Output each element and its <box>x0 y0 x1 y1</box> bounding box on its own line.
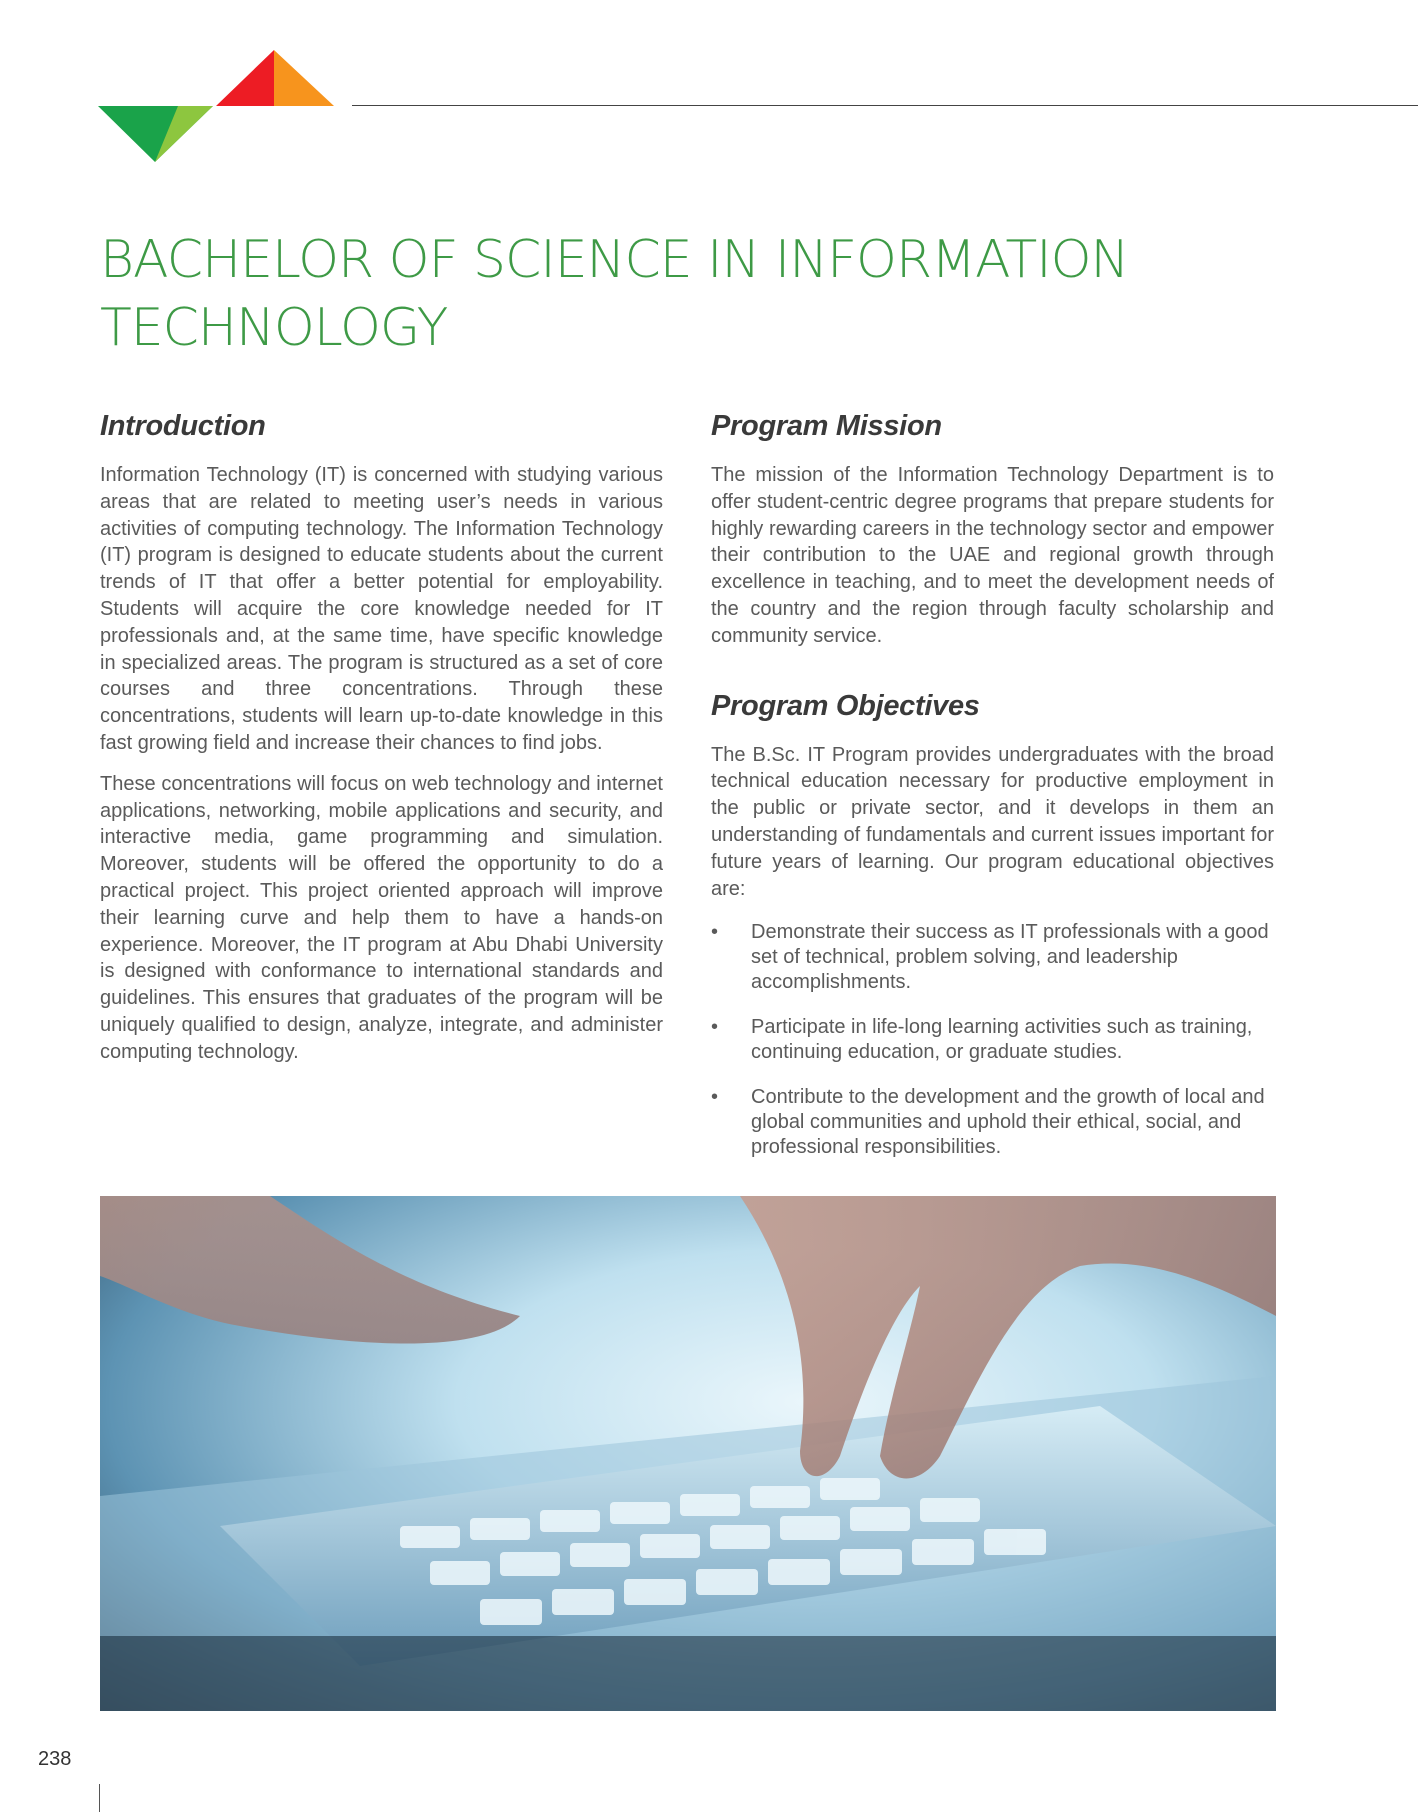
mission-text: The mission of the Information Technology Department is to offer student-centric degree programs that prepare students for highly rewarding careers in the technology sector and empower their contribution to the UAE and regional growth through excellence in teaching, and to meet the development needs of the country and the region through faculty scholarship and community service. <box>711 464 1274 647</box>
university-logo <box>98 50 334 162</box>
introduction-paragraph: These concentrations will focus on web technology and internet applications, networking, mobile applications and security, and interactive media, game programming and simulation. Moreover, students will be offered the opportunity to do a practical project. This project oriented approach will improve their learning curve and help them to have a hands-on experience. Moreover, the IT program at Abu Dhabi University is designed with conformance to international standards and guidelines. This ensures that graduates of the program will be uniquely qualified to design, analyze, integrate, and administer computing technology. <box>100 772 663 1063</box>
objectives-intro: The B.Sc. IT Program provides undergraduates with the broad technical education necessary for productive employment in the public or private sector, and it develops in them an understanding of fundamentals and current issues important for future years of learning. Our program educational objectives are: <box>711 743 1274 900</box>
header-rule <box>352 105 1418 106</box>
bullet-icon: • <box>711 1086 719 1109</box>
introduction-heading: Introduction <box>100 410 266 442</box>
left-column <box>100 404 663 1080</box>
list-item <box>711 920 1274 995</box>
objectives-heading: Program Objectives <box>711 689 980 722</box>
logo-red-triangle <box>216 50 274 106</box>
list-item-text: Demonstrate their success as IT professionals with a good set of technical, problem solving, and leadership accomplishments. <box>751 921 1269 994</box>
bullet-icon: • <box>711 921 719 944</box>
introduction-paragraph: Information Technology (IT) is concerned with studying various areas that are related to meeting user’s needs in various activities of computing technology. The Information Technology (IT) program is designed to educate students about the current trends of IT that offer a better potential for employability. Students will acquire the core knowledge needed for IT professionals and, at the same time, have specific knowledge in specialized areas. The program is structured as a set of core courses and three concentrations. Through these concentrations, students will learn up-to-date knowledge in this fast growing field and increase their chances to find jobs. <box>100 464 663 754</box>
bullet-icon: • <box>711 1016 719 1039</box>
page-title: BACHELOR OF SCIENCE IN INFORMATION TECHNOLOGY <box>100 230 1129 358</box>
objectives-list <box>711 920 1274 1160</box>
list-item <box>711 1015 1274 1065</box>
footer-rule <box>99 1784 100 1812</box>
keyboard-illustration <box>100 1196 1276 1711</box>
list-item-text: Participate in life-long learning activities such as training, continuing education, or graduate studies. <box>751 1016 1253 1064</box>
page-number: 238 <box>38 1748 72 1770</box>
list-item <box>711 1085 1274 1160</box>
list-item-text: Contribute to the development and the growth of local and global communities and uphold their ethical, social, and professional responsibilities. <box>751 1086 1265 1159</box>
laptop-keyboard-photo <box>100 1196 1276 1711</box>
right-column <box>711 404 1274 1180</box>
mission-heading: Program Mission <box>711 410 942 442</box>
logo-orange-triangle <box>274 50 334 106</box>
